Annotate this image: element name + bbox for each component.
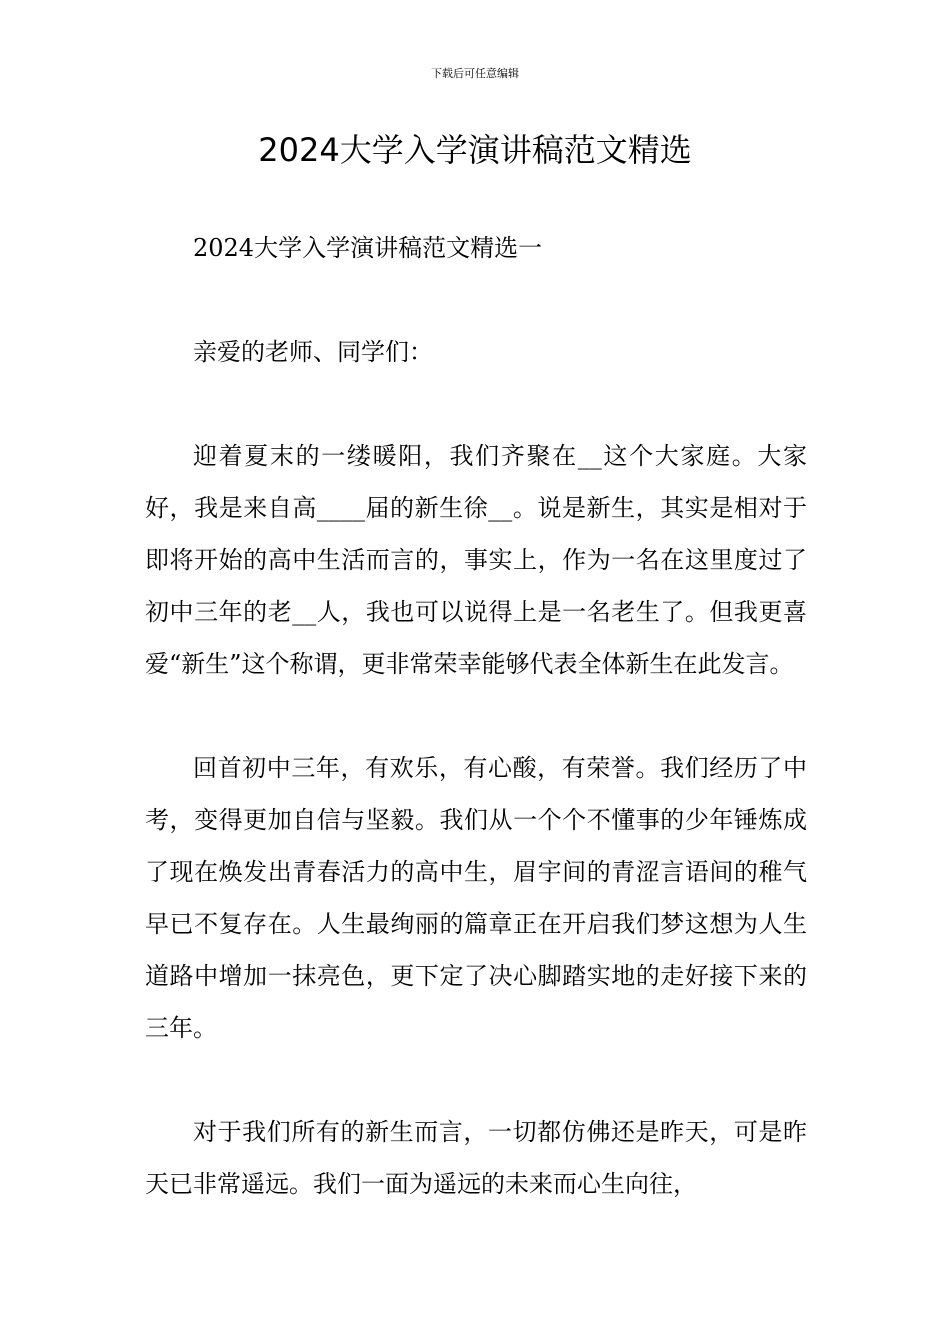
header-note: 下载后可任意编辑 <box>431 67 519 80</box>
document-body <box>145 222 807 1262</box>
body-paragraph-3: 对于我们所有的新生而言，一切都仿佛还是昨天，可是昨天已非常遥远。我们一面为遥远的未来而心生向往， <box>145 1118 807 1198</box>
body-paragraph-1: 迎着夏末的一缕暖阳，我们齐聚在__这个大家庭。大家好，我是来自高____届的新生徐__。说是新生，其实是相对于即将开始的高中生活而言的，事实上，作为一名在这里度过了初中三年的老__人，我也可以说得上是一名老生了。但我更喜爱“新生”这个称谓，更非常荣幸能够代表全体新生在此发言。 <box>145 442 807 678</box>
section-heading: 2024大学入学演讲稿范文精选一 <box>193 234 543 262</box>
body-paragraph-2: 回首初中三年，有欢乐，有心酸，有荣誉。我们经历了中考，变得更加自信与坚毅。我们从一个个不懂事的少年锤炼成了现在焕发出青春活力的高中生，眉宇间的青涩言语间的稚气早已不复存在。人生最绚丽的篇章正在开启我们梦这想为人生道路中增加一抹亮色，更下定了决心脚踏实地的走好接下来的三年。 <box>145 754 807 1042</box>
salutation: 亲爱的老师、同学们： <box>193 338 433 366</box>
document-title: 2024大学入学演讲稿范文精选 <box>258 131 692 169</box>
